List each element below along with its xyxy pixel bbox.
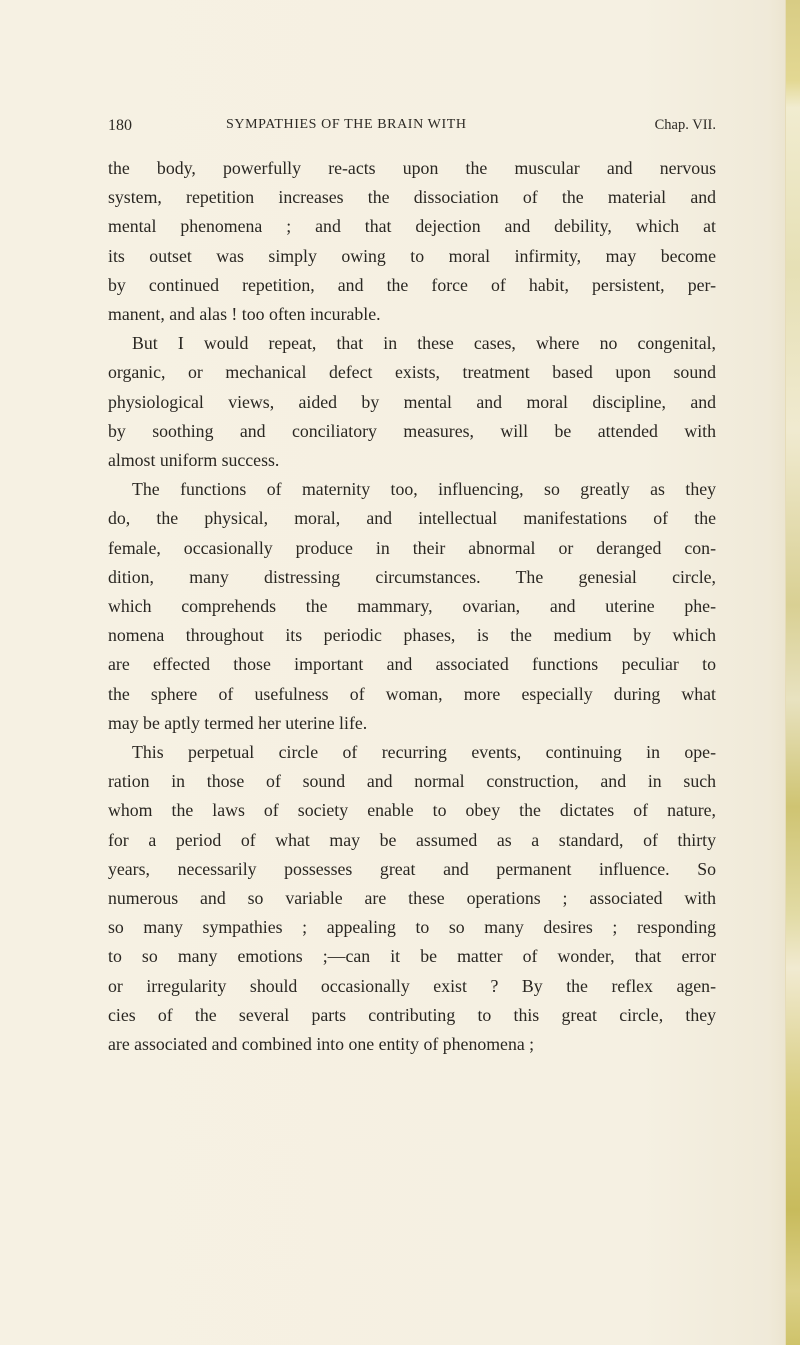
text-line: system, repetition increases the dissociation of the material and <box>108 187 716 208</box>
text-line: the sphere of usefulness of woman, more especially during what <box>108 683 716 704</box>
text-line: by continued repetition, and the force of habit, persistent, per- <box>108 274 716 295</box>
text-line: This perpetual circle of recurring events, continuing in ope- <box>132 742 716 763</box>
text-line: dition, many distressing circumstances. The genesial circle, <box>108 566 716 587</box>
body-text <box>108 154 716 1059</box>
text-line: do, the physical, moral, and intellectual manifestations of the <box>108 508 716 529</box>
text-line: nomena throughout its periodic phases, is the medium by which <box>108 625 716 646</box>
text-line: so many sympathies ; appealing to so many desires ; responding <box>108 917 716 938</box>
text-line: organic, or mechanical defect exists, treatment based upon sound <box>108 362 716 383</box>
text-line: almost uniform success. <box>108 450 280 471</box>
text-line: years, necessarily possesses great and permanent influence. So <box>108 858 716 879</box>
text-line: But I would repeat, that in these cases, where no congenital, <box>132 333 716 354</box>
text-line: physiological views, aided by mental and moral discipline, and <box>108 391 716 412</box>
text-line: for a period of what may be assumed as a standard, of thirty <box>108 829 716 850</box>
text-line: by soothing and conciliatory measures, will be attended with <box>108 420 716 441</box>
text-line: whom the laws of society enable to obey the dictates of nature, <box>108 800 716 821</box>
text-line: to so many emotions ;—can it be matter of wonder, that error <box>108 946 716 967</box>
text-line: numerous and so variable are these operations ; associated with <box>108 888 716 909</box>
text-line: or irregularity should occasionally exist ? By the reflex agen- <box>108 975 716 996</box>
chapter-label: Chap. VII. <box>654 117 716 133</box>
text-line: its outset was simply owing to moral infirmity, may become <box>108 245 716 266</box>
text-line: The functions of maternity too, influencing, so greatly as they <box>132 479 716 500</box>
running-header <box>108 117 716 141</box>
text-line: may be aptly termed her uterine life. <box>108 712 368 733</box>
text-line: mental phenomena ; and that dejection and debility, which at <box>108 216 716 237</box>
text-line: are associated and combined into one entity of phenomena ; <box>108 1034 535 1055</box>
text-line: are effected those important and associated functions peculiar to <box>108 654 716 675</box>
text-line: manent, and alas ! too often incurable. <box>108 304 381 325</box>
text-line: cies of the several parts contributing to this great circle, they <box>108 1004 716 1025</box>
text-line: female, occasionally produce in their abnormal or deranged con- <box>108 537 716 558</box>
page-edge <box>785 0 800 1345</box>
text-line: which comprehends the mammary, ovarian, and uterine phe- <box>108 596 716 617</box>
text-line: ration in those of sound and normal construction, and in such <box>108 771 716 792</box>
running-title: SYMPATHIES OF THE BRAIN WITH <box>226 117 467 132</box>
text-line: the body, powerfully re-acts upon the muscular and nervous <box>108 158 716 178</box>
page-number: 180 <box>108 117 132 134</box>
